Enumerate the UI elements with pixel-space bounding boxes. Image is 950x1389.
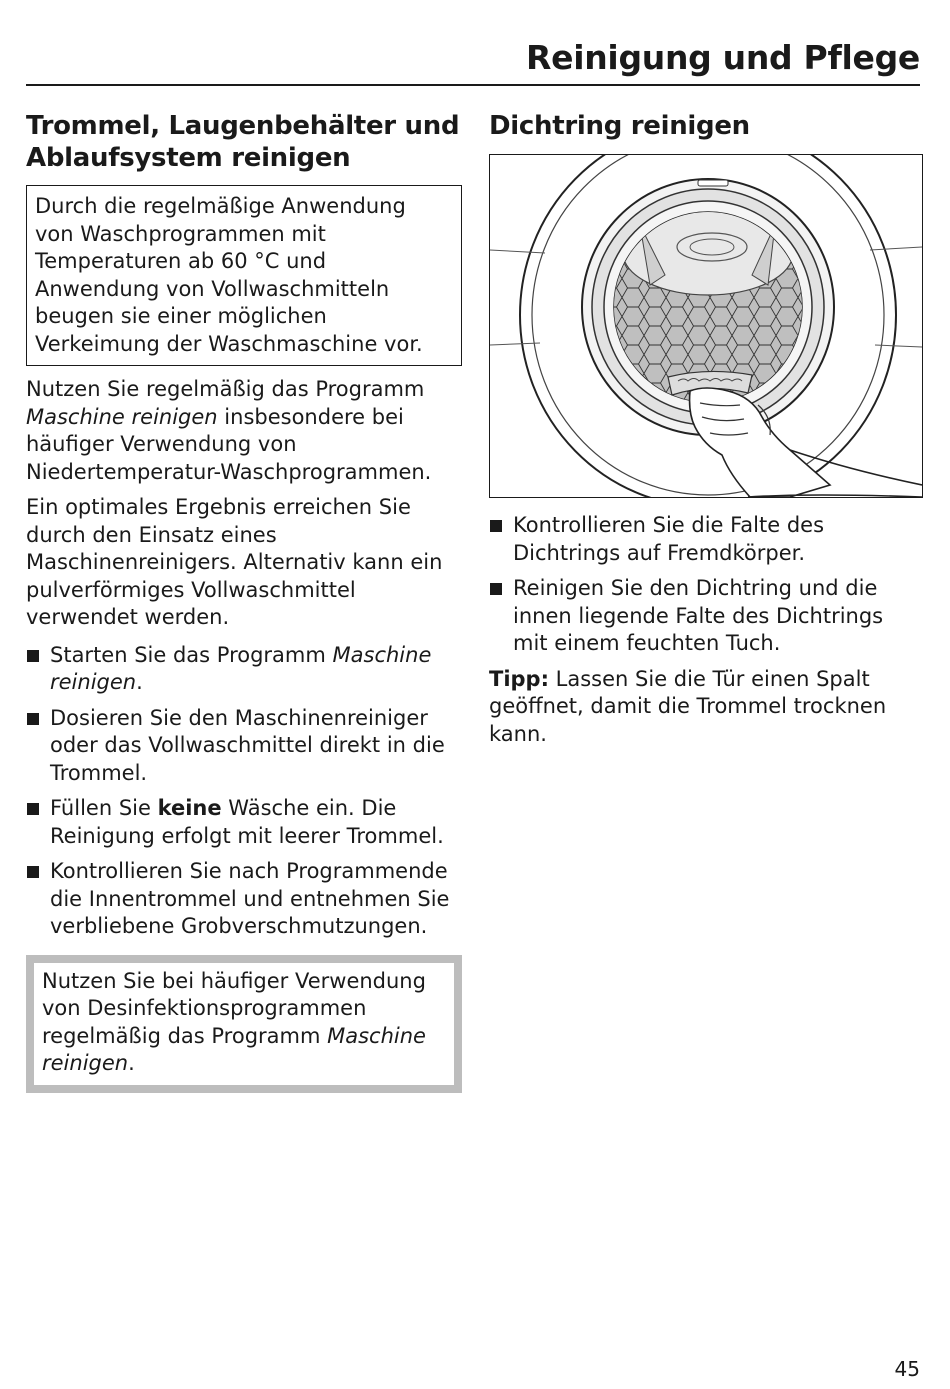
square-bullet-icon — [490, 583, 502, 595]
left-column — [26, 110, 462, 1093]
washing-drum-seal-illustration — [489, 154, 923, 498]
tip-label: Tipp: — [489, 666, 549, 691]
paragraph-program-usage — [26, 376, 462, 486]
list-item — [26, 705, 462, 788]
bullet3-bold: keine — [157, 796, 222, 820]
list-item — [489, 512, 923, 567]
seal-bullet1-text: Kontrollieren Sie die Falte des Dichtrings auf Fremdkörper. — [513, 513, 825, 565]
right-column — [489, 110, 923, 748]
list-item — [26, 795, 462, 850]
square-bullet-icon — [27, 803, 39, 815]
bullet1-italic: Maschine reinigen — [50, 642, 432, 694]
warn-text-b: . — [128, 1051, 135, 1075]
list-item — [489, 575, 923, 658]
warn-text-a: Nutzen Sie bei häufiger Verwendung von Desinfektionsprogrammen regelmäßig das Programm — [42, 968, 426, 1048]
bullet1-text-b: . — [136, 670, 143, 694]
section-heading-seal-cleaning: Dichtring reinigen — [489, 111, 750, 141]
tip-paragraph — [489, 666, 923, 749]
disinfection-note-text — [42, 968, 446, 1078]
right-bullet-list — [489, 512, 923, 658]
program-name-italic: Maschine reinigen — [26, 404, 218, 429]
warn-italic: Maschine reinigen — [42, 1023, 426, 1075]
tip-text: Lassen Sie die Tür einen Spalt geöffnet, damit die Trommel trocknen kann. — [489, 666, 887, 746]
para1-text-b: insbesondere bei häufiger Verwendung von Niedertemperatur-Waschprogrammen. — [26, 404, 432, 484]
paragraph-cleaner-tip: Ein optimales Ergebnis erreichen Sie durch den Einsatz eines Maschinenreinigers. Alternativ kann ein pulverförmiges Vollwaschmittel verwendet werden. — [26, 495, 443, 629]
para1-text-a: Nutzen Sie regelmäßig das Programm — [26, 377, 425, 401]
seal-bullet2-text: Reinigen Sie den Dichtring und die innen liegende Falte des Dichtrings mit einem feuchten Tuch. — [513, 576, 884, 655]
heading-line-1: Trommel, Laugenbehälter und — [26, 111, 460, 141]
page-number: 45 — [894, 1357, 920, 1381]
info-note-text: Durch die regelmäßige Anwendung von Waschprogrammen mit Temperaturen ab 60 °C und Anwendung von Vollwaschmitteln beugen sie einer möglichen Verkeimung der Waschmaschine vor. — [35, 194, 423, 356]
bullet4-text: Kontrollieren Sie nach Programmende die Innentrommel und entnehmen Sie verbliebene Grobverschmutzungen. — [50, 859, 450, 938]
square-bullet-icon — [27, 866, 39, 878]
disinfection-note-box — [26, 955, 462, 1093]
list-item — [26, 642, 462, 697]
heading-line-2: Ablaufsystem reinigen — [26, 143, 351, 173]
left-bullet-list — [26, 642, 462, 941]
bullet1-text-a: Starten Sie das Programm — [50, 642, 333, 667]
info-note-box — [26, 185, 462, 366]
page-header-title: Reinigung und Pflege — [526, 38, 920, 77]
bullet3-text-b: Wäsche ein. Die Reinigung erfolgt mit leerer Trommel. — [50, 796, 444, 848]
header-divider — [26, 84, 920, 86]
section-heading-drum-cleaning — [26, 110, 462, 174]
bullet3-text-a: Füllen Sie — [50, 796, 158, 820]
square-bullet-icon — [490, 520, 502, 532]
square-bullet-icon — [27, 713, 39, 725]
list-item — [26, 858, 462, 941]
square-bullet-icon — [27, 650, 39, 662]
bullet2-text: Dosieren Sie den Maschinenreiniger oder das Vollwaschmittel direkt in die Trommel. — [50, 705, 445, 785]
drum-seal-drawing — [490, 155, 922, 497]
